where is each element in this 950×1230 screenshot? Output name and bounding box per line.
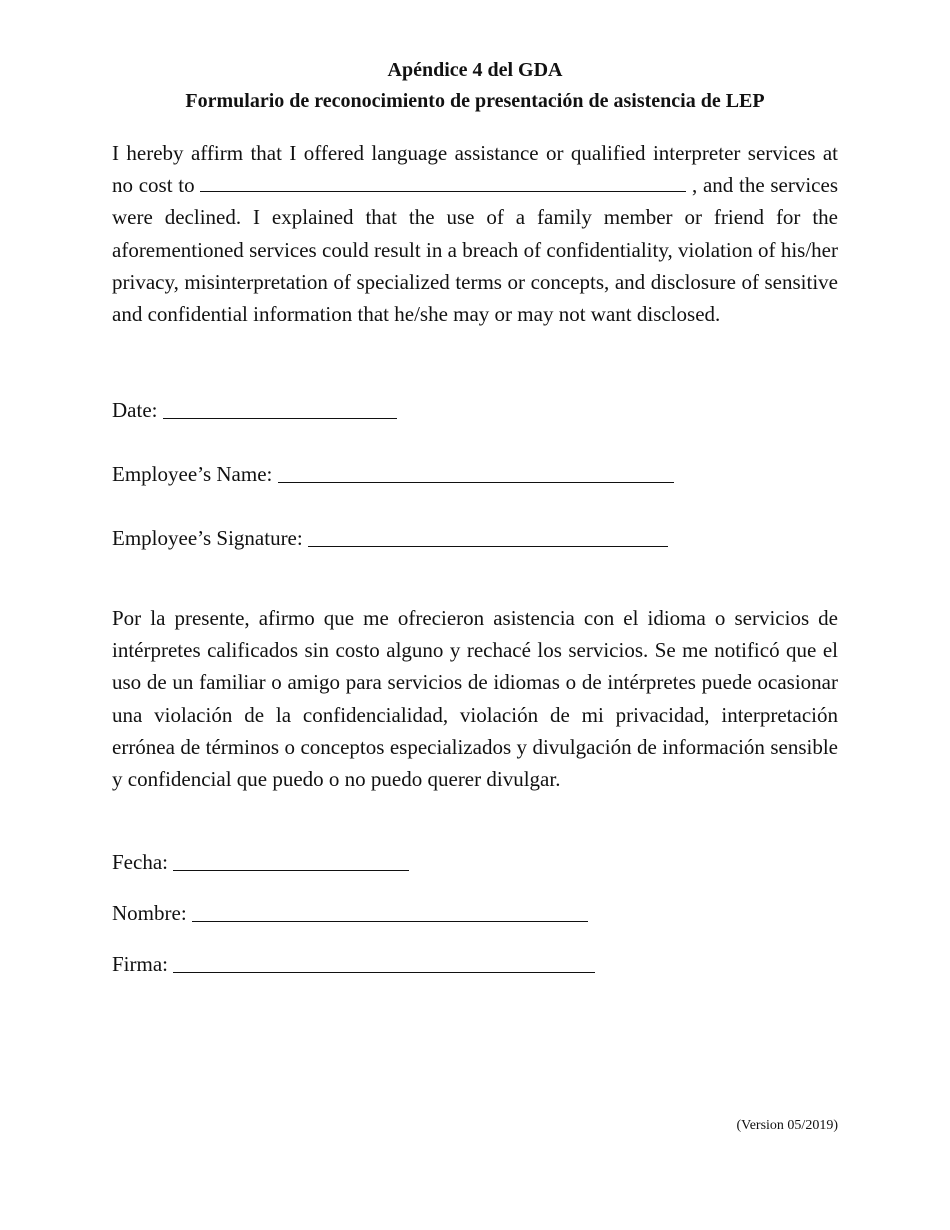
version-label: (Version 05/2019) (736, 1118, 838, 1133)
nombre-blank[interactable] (192, 901, 588, 922)
date-field (112, 396, 397, 424)
employee-signature-blank[interactable] (308, 526, 668, 547)
employee-name-label: Employee’s Name: (112, 462, 273, 486)
employee-name-blank[interactable] (278, 462, 674, 483)
english-statement (112, 137, 838, 330)
date-blank[interactable] (163, 398, 397, 419)
nombre-label: Nombre: (112, 901, 187, 925)
employee-name-field (112, 460, 674, 488)
appendix-title: Apéndice 4 del GDA (387, 59, 563, 81)
form-title: Formulario de reconocimiento de presentación de asistencia de LEP (185, 90, 765, 112)
english-statement-part1: I hereby affirm that I offered language assistance or qualified interpreter services at no cost to (112, 141, 838, 198)
spanish-statement: Por la presente, afirmo que me ofrecieron asistencia con el idioma o servicios de intérpretes calificados sin costo alguno y rechacé los servicios. Se me notificó que el uso de un familiar o amigo para servicios de idiomas o de intérpretes puede ocasionar una violación de la confidencialidad, violación de mi privacidad, interpretación errónea de términos o conceptos especializados y divulgación de información sensible y confidencial que puedo o no puedo querer divulgar. (112, 606, 838, 792)
recipient-name-blank[interactable] (200, 171, 686, 192)
date-label: Date: (112, 398, 158, 422)
fecha-label: Fecha: (112, 850, 168, 874)
firma-blank[interactable] (173, 952, 595, 973)
employee-signature-field (112, 524, 668, 552)
employee-signature-label: Employee’s Signature: (112, 526, 303, 550)
fecha-field (112, 848, 409, 876)
nombre-field (112, 899, 588, 927)
firma-label: Firma: (112, 952, 168, 976)
english-statement-part2: , and the services were declined. I explained that the use of a family member or friend for the aforementioned services could result in a breach of confidentiality, violation of his/her privacy, misinterpretation of specialized terms or concepts, and disclosure of sensitive and confidential information that he/she may or may not want disclosed. (112, 173, 838, 327)
firma-field (112, 950, 595, 978)
fecha-blank[interactable] (173, 850, 409, 871)
